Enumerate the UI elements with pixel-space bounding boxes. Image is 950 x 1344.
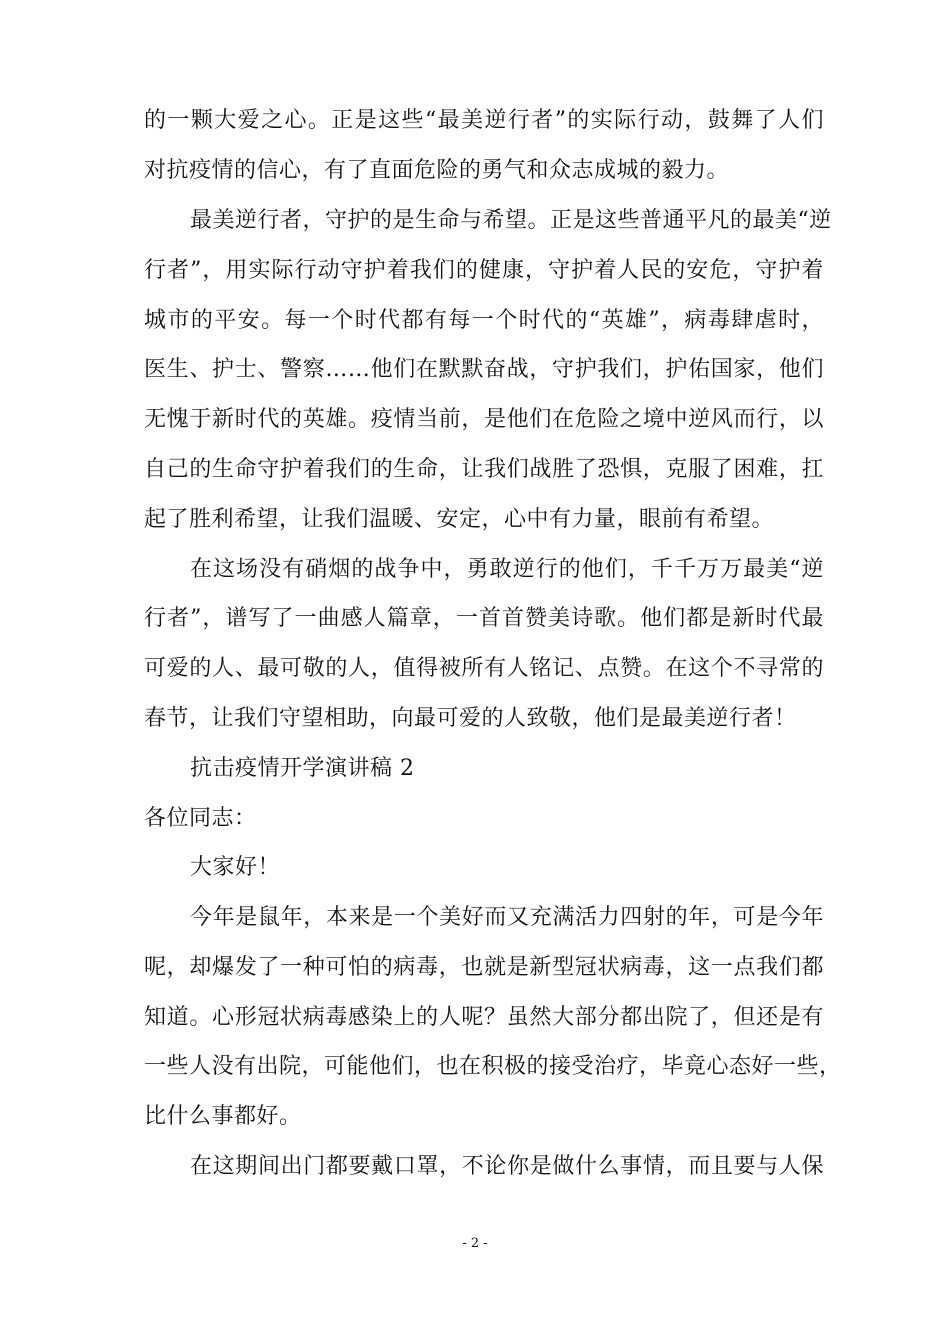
- paragraph-line: 无愧于新时代的英雄。疫情当前，是他们在危险之境中逆风而行，以: [144, 407, 824, 432]
- greeting: 大家好！: [190, 855, 281, 880]
- paragraph-line: 春节，让我们守望相助，向最可爱的人致敬，他们是最美逆行者！: [144, 706, 797, 731]
- salutation: 各位同志：: [144, 806, 257, 831]
- paragraph-line: 今年是鼠年，本来是一个美好而又充满活力四射的年，可是今年: [190, 905, 824, 930]
- paragraph-line: 在这期间出门都要戴口罩，不论你是做什么事情，而且要与人保: [190, 1154, 824, 1179]
- paragraph-line: 对抗疫情的信心，有了直面危险的勇气和众志成城的毅力。: [144, 158, 730, 183]
- paragraph-line: 的一颗大爱之心。正是这些“最美逆行者”的实际行动，鼓舞了人们: [144, 108, 824, 133]
- paragraph-line: 自己的生命守护着我们的生命，让我们战胜了恐惧，克服了困难，扛: [144, 457, 824, 482]
- paragraph-line: 在这场没有硝烟的战争中，勇敢逆行的他们，千千万万最美“逆: [190, 557, 824, 582]
- paragraph-line: 医生、护士、警察……他们在默默奋战，守护我们，护佑国家，他们: [144, 357, 824, 382]
- paragraph-line: 知道。心形冠状病毒感染上的人呢？虽然大部分都出院了，但还是有: [144, 1005, 824, 1030]
- paragraph-line: 呢，却爆发了一种可怕的病毒，也就是新型冠状病毒，这一点我们都: [144, 955, 824, 980]
- paragraph-line: 比什么事都好。: [144, 1104, 302, 1129]
- paragraph-line: 城市的平安。每一个时代都有每一个时代的“英雄”，病毒肆虐时，: [144, 308, 824, 333]
- paragraph-line: 可爱的人、最可敬的人，值得被所有人铭记、点赞。在这个不寻常的: [144, 656, 824, 681]
- paragraph-line: 行者”，谱写了一曲感人篇章，一首首赞美诗歌。他们都是新时代最: [144, 606, 824, 631]
- paragraph-line: 最美逆行者，守护的是生命与希望。正是这些普通平凡的最美“逆: [190, 208, 832, 233]
- page-number: - 2 -: [462, 1236, 488, 1251]
- section-heading: 抗击疫情开学演讲稿 2: [190, 756, 415, 781]
- paragraph-line: 起了胜利希望，让我们温暖、安定，心中有力量，眼前有希望。: [144, 507, 775, 532]
- paragraph-line: 行者”，用实际行动守护着我们的健康，守护着人民的安危，守护着: [144, 258, 824, 283]
- paragraph-line: 一些人没有出院，可能他们，也在积极的接受治疗，毕竟心态好一些，: [144, 1054, 842, 1079]
